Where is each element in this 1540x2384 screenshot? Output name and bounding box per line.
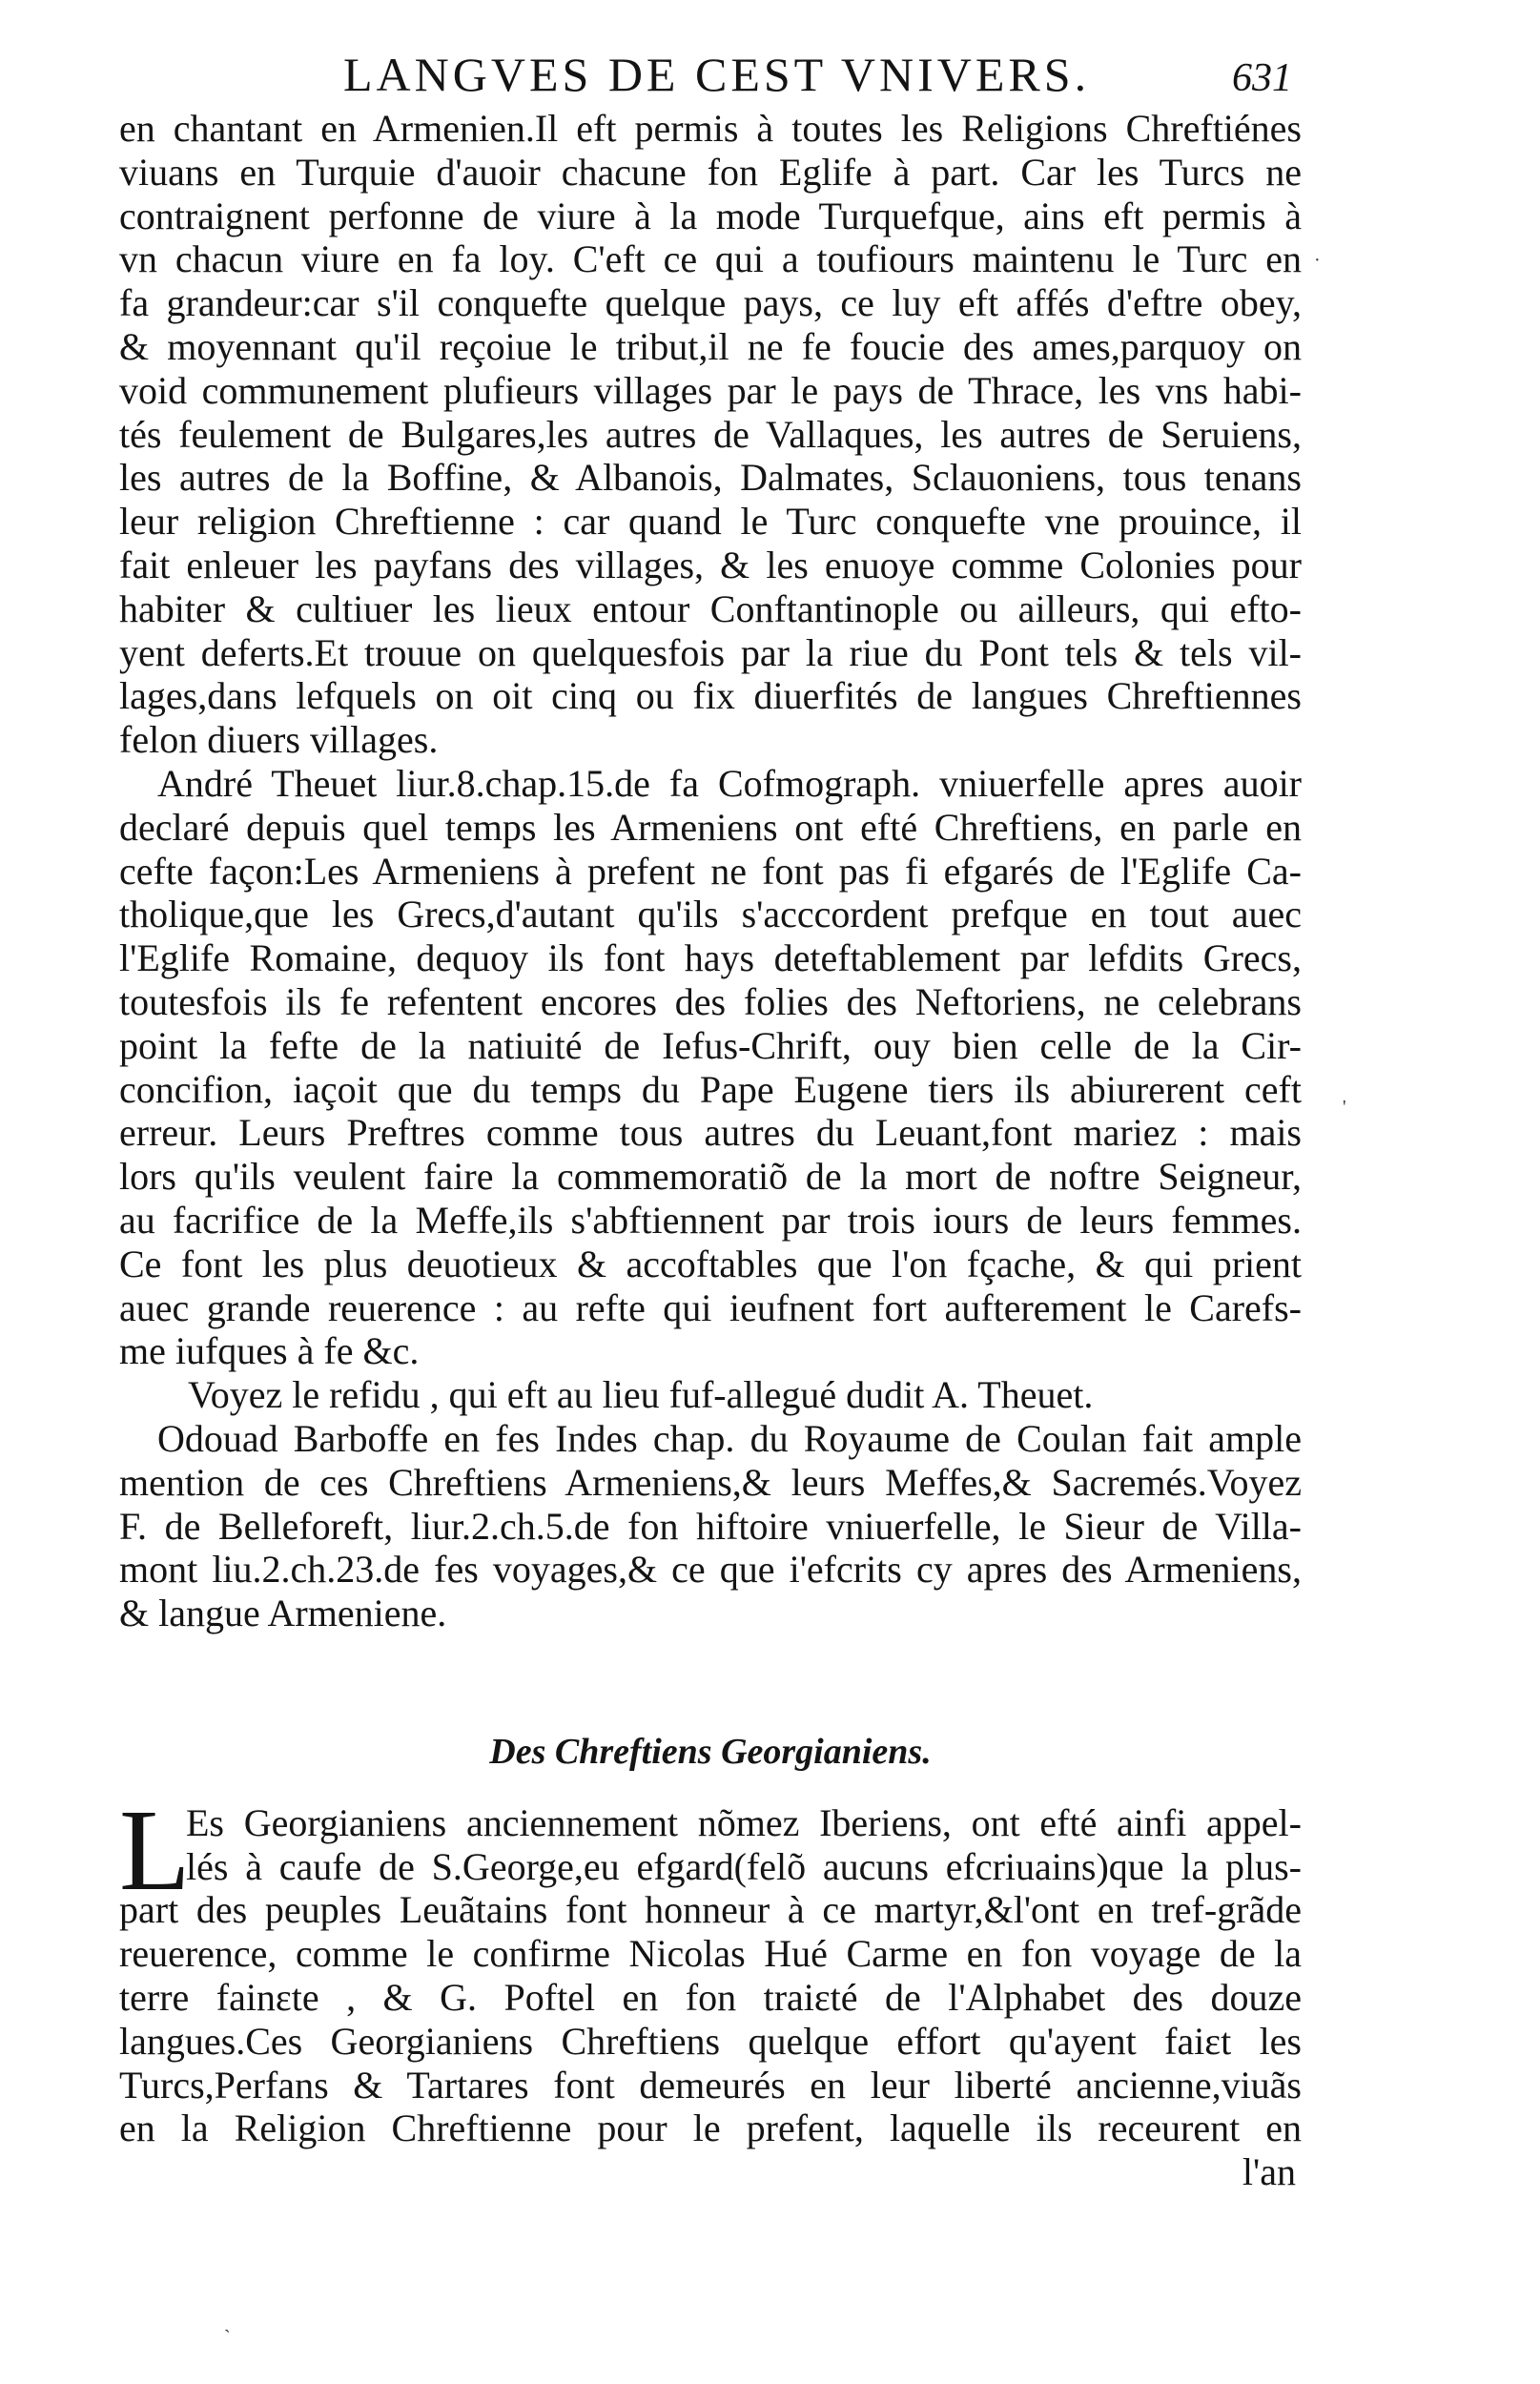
text-line: void communement plufieurs villages par le pays de Thrace, les vns habi-	[119, 368, 1302, 412]
text-line: & moyennant qu'il reçoiue le tribut,il ne fe foucie des ames,parquoy on	[119, 324, 1302, 368]
text-line: leur religion Chreftienne : car quand le Turc conquefte vne prouince, il	[119, 500, 1302, 544]
text-line: viuans en Turquie d'auoir chacune fon Eglife à part. Car les Turcs ne	[119, 150, 1302, 194]
text-line: mention de ces Chreftiens Armeniens,& leurs Meffes,& Sacremés.Voyez	[119, 1460, 1302, 1504]
section-heading: Des Chreftiens Georgianiens.	[489, 1731, 932, 1772]
text-line: Turcs,Perfans & Tartares font demeurés en leur liberté ancienne,viuãs	[119, 2063, 1302, 2107]
text-line: cefte façon:Les Armeniens à prefent ne font pas fi efgarés de l'Eglife Ca-	[119, 849, 1302, 893]
catchword: l'an	[1242, 2150, 1296, 2194]
text-line: les autres de la Boffine, & Albanois, Dalmates, Sclauoniens, tous tenans	[119, 456, 1302, 500]
text-line: reuerence, comme le confirme Nicolas Hué Carme en fon voyage de la	[119, 1932, 1302, 1976]
text-line: au facrifice de la Meffe,ils s'abftiennent par trois iours de leurs femmes.	[119, 1198, 1302, 1242]
text-line: F. de Belleforeft, liur.2.ch.5.de fon hiftoire vniuerfelle, le Sieur de Villa-	[119, 1504, 1302, 1548]
text-line: fa grandeur:car s'il conquefte quelque pays, ce luy eft affés d'eftre obey,	[119, 281, 1302, 325]
text-line: terre fainɛte , & G. Poftel en fon traiɛté de l'Alphabet des douze	[119, 1976, 1302, 2020]
text-line: vn chacun viure en fa loy. C'eft ce qui a toufiours maintenu le Turc en	[119, 237, 1302, 281]
text-line: lors qu'ils veulent faire la commemoratiõ de la mort de noftre Seigneur,	[119, 1155, 1302, 1199]
text-line: habiter & cultiuer les lieux entour Conftantinople ou ailleurs, qui efto-	[119, 586, 1302, 630]
text-line: yent deferts.Et trouue on quelquesfois par la riue du Pont tels & tels vil-	[119, 630, 1302, 674]
text-line: concifion, iaçoit que du temps du Pape Eugene tiers ils abiurerent ceft	[119, 1067, 1302, 1111]
section-spacer	[119, 1635, 1302, 1723]
text-line: point la fefte de la natiuité de Iefus-Chrift, ouy bien celle de la Cir-	[119, 1023, 1302, 1067]
text-line: felon diuers villages.	[119, 718, 439, 762]
text-line: auec grande reuerence : au refte qui ieufnent fort aufterement le Carefs-	[119, 1285, 1302, 1329]
text-line: mont liu.2.ch.23.de fes voyages,& ce que i'efcrits cy apres des Armeniens,	[119, 1548, 1302, 1592]
paragraph-theuet-armenians	[119, 762, 1302, 1373]
text-line: lages,dans lefquels on oit cinq ou fix diuerfités de langues Chreftiennes	[119, 674, 1302, 718]
text-line: tés feulement de Bulgares,les autres de Vallaques, les autres de Seruiens,	[119, 412, 1302, 456]
text-line: fait enleuer les payfans des villages, & les enuoye comme Colonies pour	[119, 543, 1302, 586]
paragraph-see-residue	[119, 1373, 1302, 1417]
text-line: contraignent perfonne de viure à la mode Turquefque, ains eft permis à	[119, 194, 1302, 237]
text-line: lés à caufe de S.George,eu efgard(felõ aucuns efcriuains)que la plus-	[186, 1844, 1302, 1888]
text-line: Voyez le refidu , qui eft au lieu fuf-allegué dudit A. Theuet.	[188, 1373, 1094, 1417]
running-header	[119, 46, 1302, 103]
text-line: Es Georgianiens anciennement nõmez Iberiens, ont efté ainfi appel-	[186, 1800, 1302, 1844]
text-line: Odouad Barboffe en fes Indes chap. du Royaume de Coulan fait ample	[157, 1416, 1302, 1460]
margin-speck: `	[224, 2327, 231, 2348]
margin-speck: '	[1343, 1097, 1346, 1118]
page-body	[119, 107, 1302, 2194]
text-line: tholique,que les Grecs,d'autant qu'ils s'acccordent prefque en tout auec	[119, 893, 1302, 936]
text-line: langues.Ces Georgianiens Chreftiens quelque effort qu'ayent faiɛt les	[119, 2019, 1302, 2063]
text-line: declaré depuis quel temps les Armeniens ont efté Chreftiens, en parle en	[119, 805, 1302, 849]
text-line: en la Religion Chreftienne pour le prefent, laquelle ils receurent en	[119, 2107, 1302, 2150]
running-title: LANGVES DE CEST VNIVERS.	[343, 48, 1091, 101]
paragraph-turkish-religions	[119, 107, 1302, 762]
text-line: toutesfois ils fe refentent encores des folies des Neftoriens, ne celebrans	[119, 979, 1302, 1023]
text-line: me iufques à fe &c.	[119, 1329, 420, 1373]
drop-capital: L	[119, 1785, 191, 1915]
margin-speck: ·	[1314, 250, 1321, 271]
text-line: erreur. Leurs Preftres comme tous autres du Leuant,font mariez : mais	[119, 1111, 1302, 1155]
text-line: en chantant en Armenien.Il eft permis à toutes les Religions Chreftiénes	[119, 107, 1302, 150]
text-line: l'Eglife Romaine, dequoy ils font hays deteftablement par lefdits Grecs,	[119, 936, 1302, 980]
text-line: part des peuples Leuãtains font honneur à ce martyr,&l'ont en tref-grãde	[119, 1888, 1302, 1932]
text-line: & langue Armeniene.	[119, 1592, 447, 1635]
paragraph-georgians	[119, 1785, 1302, 2194]
paragraph-barbosa	[119, 1417, 1302, 1635]
text-line: Ce font les plus deuotieux & accoftables que l'on fçache, & qui prient	[119, 1242, 1302, 1285]
page-number: 631	[1232, 56, 1292, 100]
text-line: André Theuet liur.8.chap.15.de fa Cofmograph. vniuerfelle apres auoir	[157, 761, 1302, 805]
